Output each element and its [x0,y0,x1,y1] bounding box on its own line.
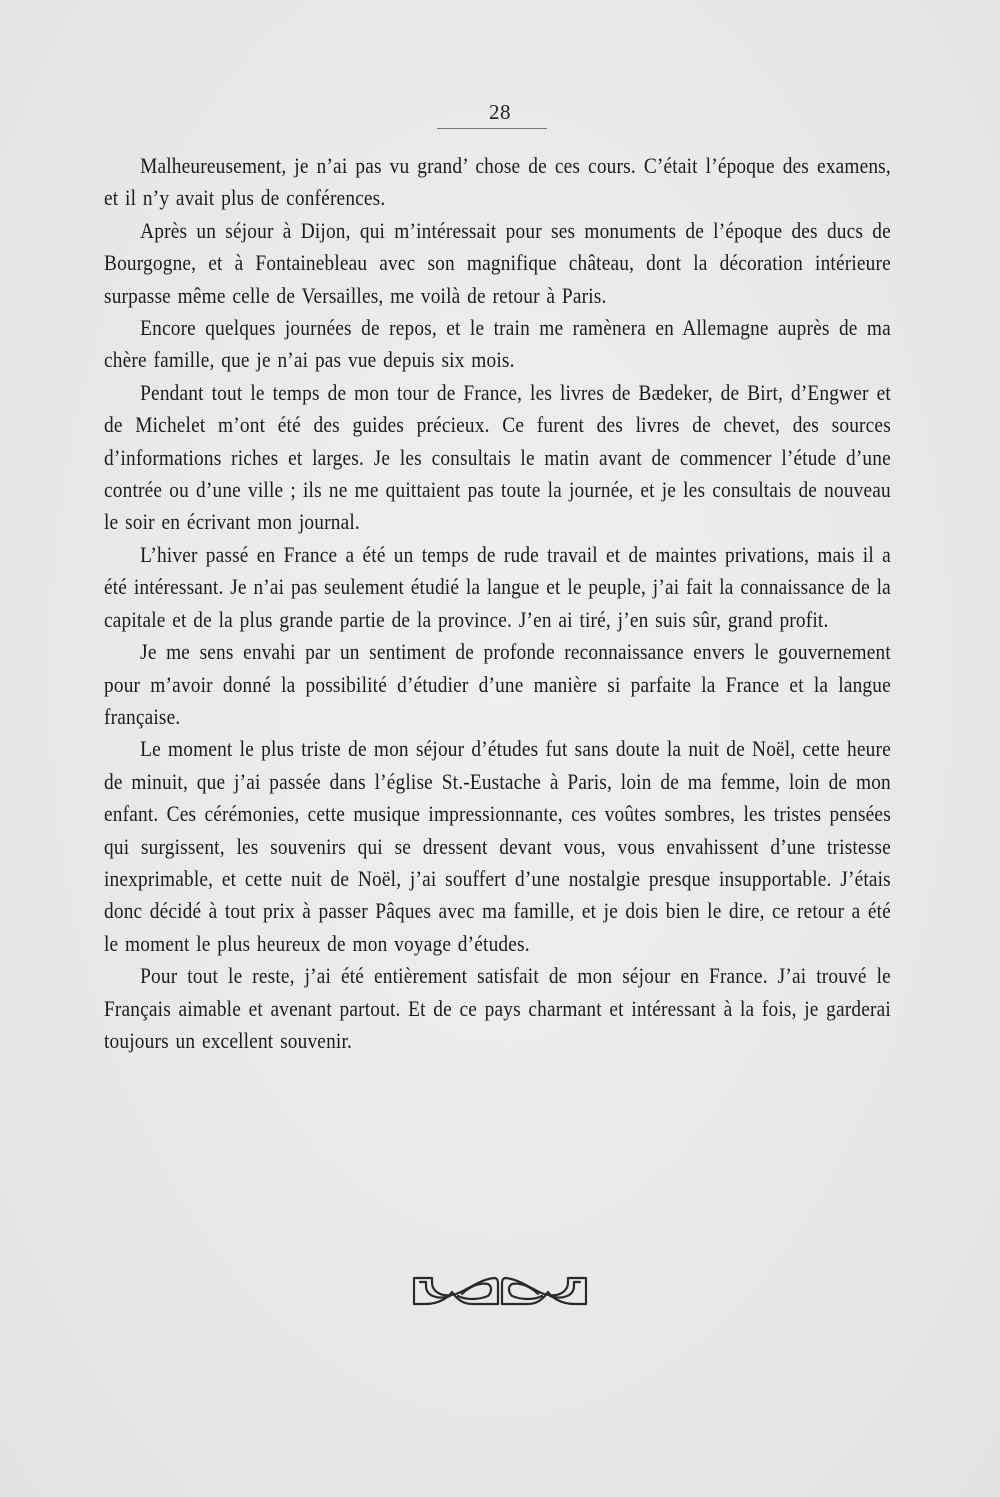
page-number: 28 [489,100,511,124]
paragraph: Pendant tout le temps de mon tour de France, les livres de Bædeker, de Birt, d’Engwer et de Michelet m’ont été des guides précieux. Ce furent des livres de chevet, des sources d’informations riches et larges. Je les consultais le matin avant de commencer l’étude d’une contrée ou d’une ville ; ils ne me quittaient pas toute la journée, et je les consultais de nouveau le soir en écrivant mon journal. [104,379,891,535]
paragraph: Pour tout le reste, j’ai été entièrement satisfait de mon séjour en France. J’ai trouvé le Français aimable et avenant partout. Et de ce pays charmant et intéressant à la fois, je garderai toujours un excellent souvenir. [104,963,891,1053]
body-text [104,150,891,1057]
paragraph: L’hiver passé en France a été un temps de rude travail et de maintes privations, mais il a été intéressant. Je n’ai pas seulement étudié la langue et le peuple, j’ai fait la connaissance de la capitale et de la plus grande partie de la province. J’en ai tiré, j’en suis sûr, grand profit. [104,541,891,632]
paragraph: Le moment le plus triste de mon séjour d’études fut sans doute la nuit de Noël, cette heure de minuit, que j’ai passée dans l’église St.-Eustache à Paris, loin de ma femme, loin de mon enfant. Ces cérémonies, cette musique impressionnante, ces voûtes sombres, les tristes pensées qui surgissent, les souvenirs qui se dressent devant vous, vous envahissent d’une tristesse inexprimable, et cette nuit de Noël, j’ai souffert d’une nostalgie presque insupportable. J’étais donc décidé à tout prix à passer Pâques avec ma famille, et je dois bien le dire, ce retour a été le moment le plus heureux de mon voyage d’études. [104,736,891,956]
paragraph: Après un séjour à Dijon, qui m’intéressait pour ses monuments de l’époque des ducs de Bourgogne, et à Fontainebleau avec son magnifique château, dont la décoration intérieure surpasse même celle de Versailles, me voilà de retour à Paris. [104,217,891,308]
paragraph: Malheureusement, je n’ai pas vu grand’ chose de ces cours. C’était l’époque des examens, et il n’y avait plus de conférences. [104,153,891,211]
tailpiece-ornament-icon [412,1270,588,1308]
paragraph: Encore quelques journées de repos, et le train me ramènera en Allemagne auprès de ma chère famille, que je n’ai pas vue depuis six mois. [104,315,891,373]
header-rule [437,128,547,129]
paragraph: Je me sens envahi par un sentiment de profonde reconnaissance envers le gouvernement pour m’avoir donné la possibilité d’étudier d’une manière si parfaite la France et la langue française. [104,639,891,729]
